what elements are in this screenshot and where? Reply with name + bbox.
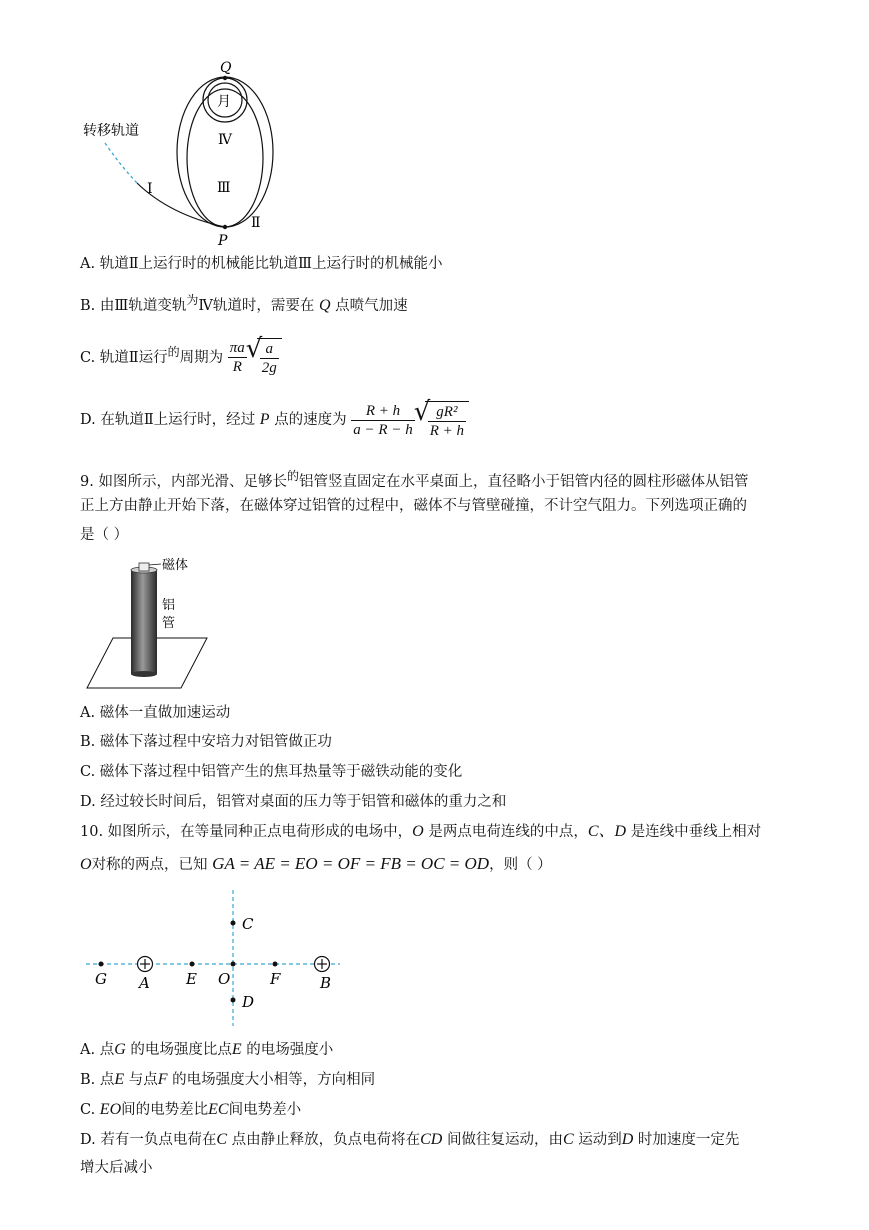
label-magnet: 磁体	[162, 558, 189, 573]
label-A: A	[139, 974, 150, 992]
label-E: E	[186, 970, 197, 988]
q9-option-d: D. 经过较长时间后，铝管对桌面的压力等于铝管和磁体的重力之和	[80, 794, 507, 810]
label-tube-1: 铝	[162, 598, 176, 613]
label-III: Ⅲ	[217, 180, 231, 196]
tube-figure	[85, 552, 215, 692]
aluminum-tube	[131, 570, 157, 674]
q10-stem-line2: O对称的两点，已知 GA = AE = EO = OF = FB = OC = OD，则（ ）	[80, 854, 552, 873]
point-D	[231, 998, 236, 1003]
point-E	[190, 962, 195, 967]
point-C	[231, 921, 236, 926]
label-I: Ⅰ	[147, 181, 153, 197]
label-transfer: 转移轨道	[83, 123, 139, 139]
transfer-orbit-dashed	[105, 143, 137, 183]
q9-option-b: B. 磁体下落过程中安培力对铝管做正功	[80, 734, 332, 750]
label-F: F	[270, 970, 281, 988]
label-moon: 月	[217, 94, 231, 110]
label-C: C	[242, 915, 254, 933]
point-F	[273, 962, 278, 967]
point-O	[231, 962, 236, 967]
label-B: B	[320, 974, 332, 992]
formula-velocity: $\frac{R + h}{a - R - h}$	[353, 402, 413, 438]
q9-option-c: C. 磁体下落过程中铝管产生的焦耳热量等于磁铁动能的变化	[80, 764, 463, 780]
orbit-figure	[75, 55, 285, 250]
q8-option-d: D. 在轨道Ⅱ上运行时，经过 P 点的速度为 $\frac{R + h}{a - R - h}$ √ $\frac{\text{gR²}}{R + h}$	[80, 392, 469, 448]
charge-B	[315, 957, 330, 972]
q10-option-d: D. 若有一负点电荷在C 点由静止释放，负点电荷将在CD 间做往复运动，由C 运动到D 时加速度一定先	[80, 1131, 740, 1148]
point-G	[99, 962, 104, 967]
q9-stem-line1: 9. 如图所示，内部光滑、足够长$^的$铝管竖直固定在水平桌面上，直径略小于铝管内径的圆柱形磁体从铝管	[80, 469, 749, 490]
q10-option-b: B. 点E 与点F 的电场强度大小相等，方向相同	[80, 1071, 376, 1088]
q9-option-a: A. 磁体一直做加速运动	[80, 705, 231, 721]
charge-figure	[82, 888, 352, 1028]
label-O: O	[218, 970, 231, 988]
q9-stem-line2: 正上方由静止开始下落，在磁体穿过铝管的过程中，磁体不与管壁碰撞，不计空气阻力。下列选项正确的	[80, 498, 747, 514]
label-G: G	[95, 970, 107, 988]
label-P: P	[218, 233, 228, 249]
point-Q	[223, 76, 227, 80]
label-Q: Q	[220, 60, 232, 76]
label-II: Ⅱ	[251, 215, 261, 231]
q8-option-a: A. 轨道Ⅱ上运行时的机械能比轨道Ⅲ上运行时的机械能小	[80, 256, 443, 272]
q8-option-c: C. 轨道Ⅱ运行$^的$周期为 $\frac{\pi a}{R}$ √ $\frac{a}{2g}$	[80, 328, 282, 376]
q8-option-b: B. 由Ⅲ轨道变轨$^为$Ⅳ轨道时，需要在 Q 点喷气加速	[80, 293, 408, 314]
q10-option-c: C. EO间的电势差比EC间电势差小	[80, 1101, 302, 1118]
q10-option-d-line2: 增大后减小	[80, 1160, 153, 1176]
formula-period: $\frac{\pi a}{R}$	[229, 340, 245, 376]
charge-A	[138, 957, 153, 972]
label-IV: Ⅳ	[218, 132, 232, 148]
label-D: D	[242, 993, 255, 1011]
q10-option-a: A. 点G 的电场强度比点E 的电场强度小	[80, 1041, 334, 1058]
q10-stem-line1: 10. 如图所示，在等量同种正点电荷形成的电场中，O 是两点电荷连线的中点，C、D 是连线中垂线上相对	[80, 823, 762, 840]
label-tube-2: 管	[162, 616, 176, 631]
q9-stem-line3: 是（ ）	[80, 527, 129, 543]
point-P	[223, 225, 227, 229]
magnet	[139, 563, 149, 571]
